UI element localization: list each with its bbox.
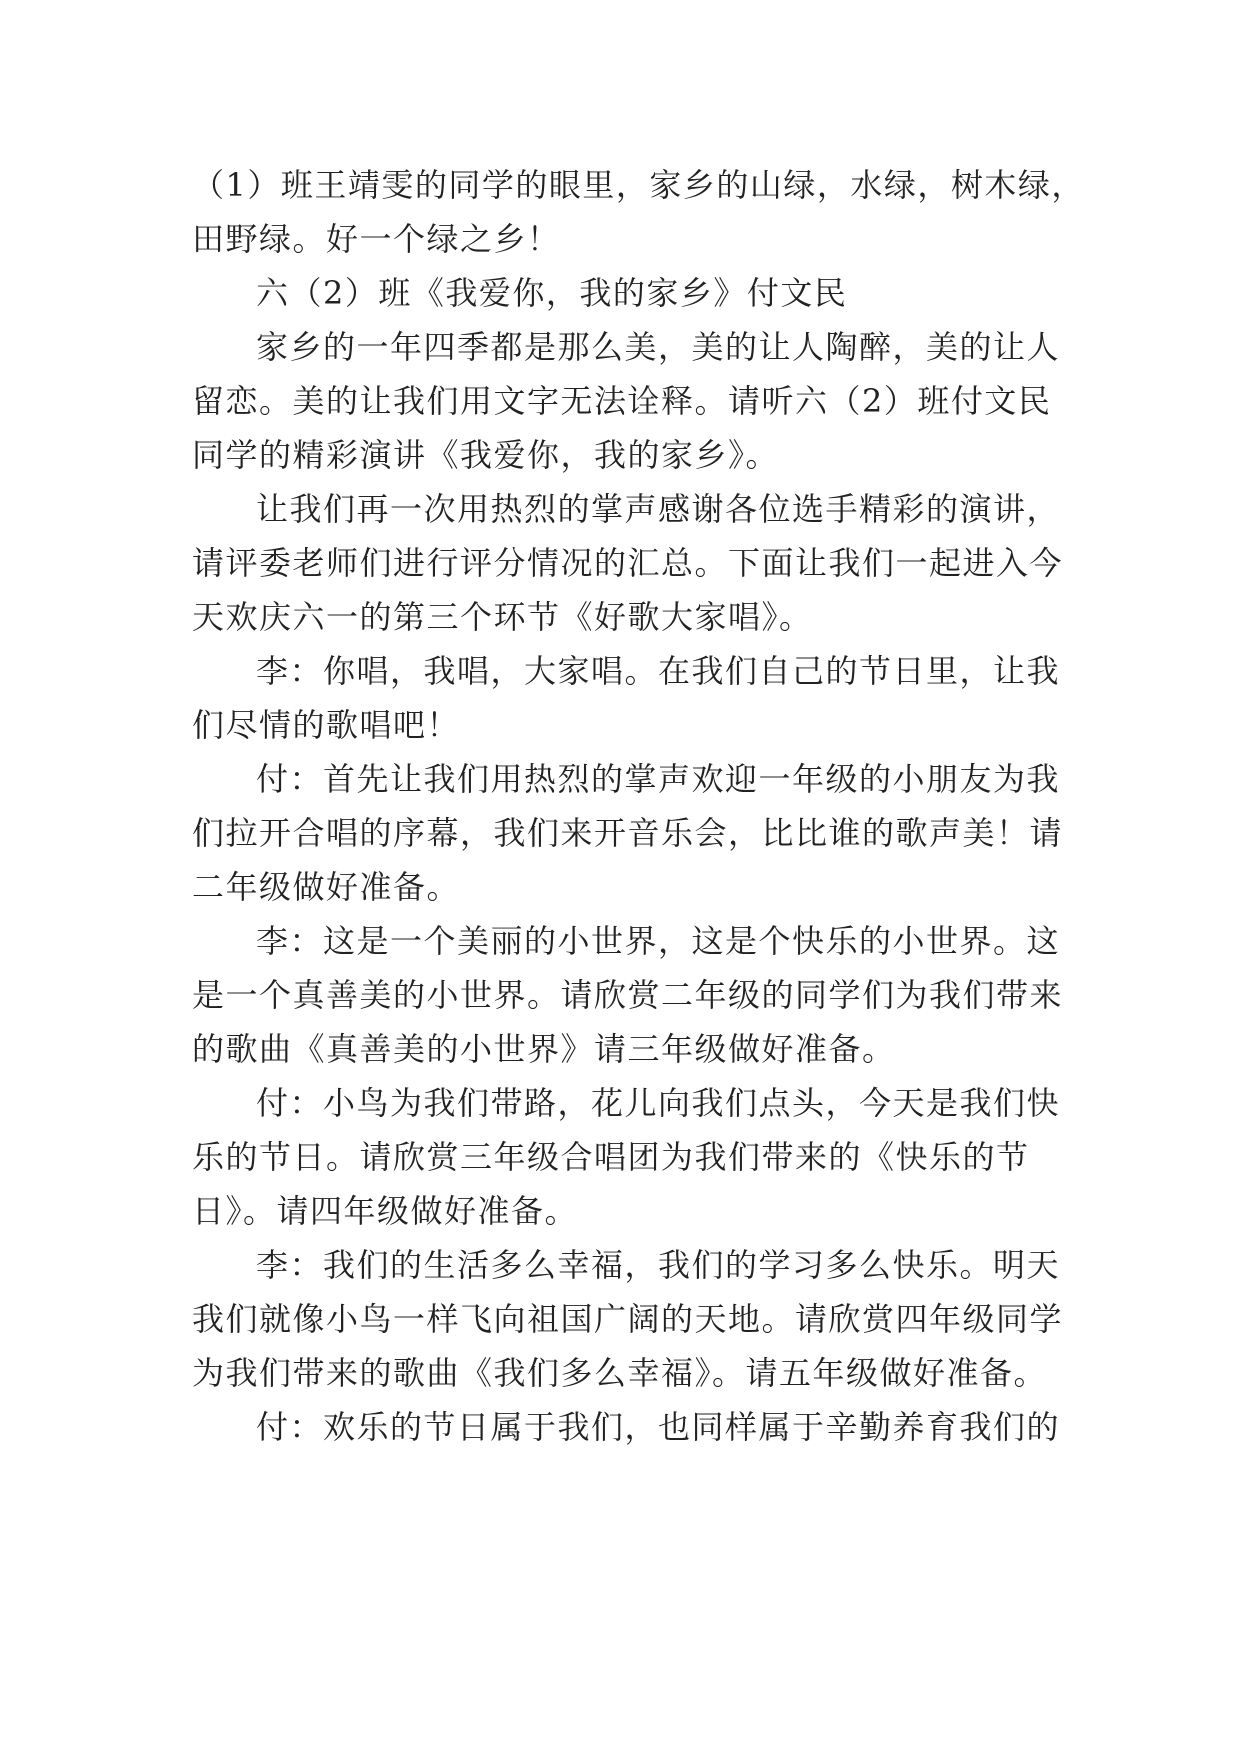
text-line: 李：我们的生活多么幸福，我们的学习多么快乐。明天	[256, 1246, 1061, 1284]
text-line: 李：这是一个美丽的小世界，这是个快乐的小世界。这	[256, 922, 1061, 960]
text-line: 们拉开合唱的序幕，我们来开音乐会，比比谁的歌声美！请	[192, 814, 1064, 852]
text-line: 为我们带来的歌曲《我们多么幸福》。请五年级做好准备。	[192, 1354, 1048, 1392]
text-line: 的歌曲《真善美的小世界》请三年级做好准备。	[192, 1030, 896, 1068]
text-line: 日》。请四年级做好准备。	[192, 1192, 579, 1230]
text-line: 家乡的一年四季都是那么美，美的让人陶醉，美的让人	[256, 328, 1061, 366]
text-line: 我们就像小鸟一样飞向祖国广阔的天地。请欣赏四年级同学	[192, 1300, 1064, 1338]
document-body	[192, 158, 1085, 1454]
text-line: 李：你唱，我唱，大家唱。在我们自己的节日里，让我	[256, 652, 1061, 690]
text-line: 二年级做好准备。	[192, 868, 461, 906]
text-line: 付：小鸟为我们带路，花儿向我们点头，今天是我们快	[256, 1084, 1061, 1122]
text-line: 同学的精彩演讲《我爱你，我的家乡》。	[192, 436, 780, 474]
text-line: （1）班王靖雯的同学的眼里，家乡的山绿，水绿，树木绿，	[192, 166, 1085, 204]
text-line: 让我们再一次用热烈的掌声感谢各位选手精彩的演讲，	[256, 490, 1061, 528]
text-line: 乐的节日。请欣赏三年级合唱团为我们带来的《快乐的节	[192, 1138, 1030, 1176]
text-line: 六（2）班《我爱你，我的家乡》付文民	[256, 274, 848, 312]
text-line: 请评委老师们进行评分情况的汇总。下面让我们一起进入今	[192, 544, 1064, 582]
text-line: 是一个真善美的小世界。请欣赏二年级的同学们为我们带来	[192, 976, 1064, 1014]
text-line: 留恋。美的让我们用文字无法诠释。请听六（2）班付文民	[192, 382, 1052, 420]
text-line: 们尽情的歌唱吧！	[192, 706, 461, 744]
text-line: 田野绿。好一个绿之乡！	[192, 220, 561, 258]
text-line: 天欢庆六一的第三个环节《好歌大家唱》。	[192, 598, 813, 636]
text-line: 付：欢乐的节日属于我们，也同样属于辛勤养育我们的	[256, 1408, 1061, 1446]
text-line: 付：首先让我们用热烈的掌声欢迎一年级的小朋友为我	[256, 760, 1061, 798]
